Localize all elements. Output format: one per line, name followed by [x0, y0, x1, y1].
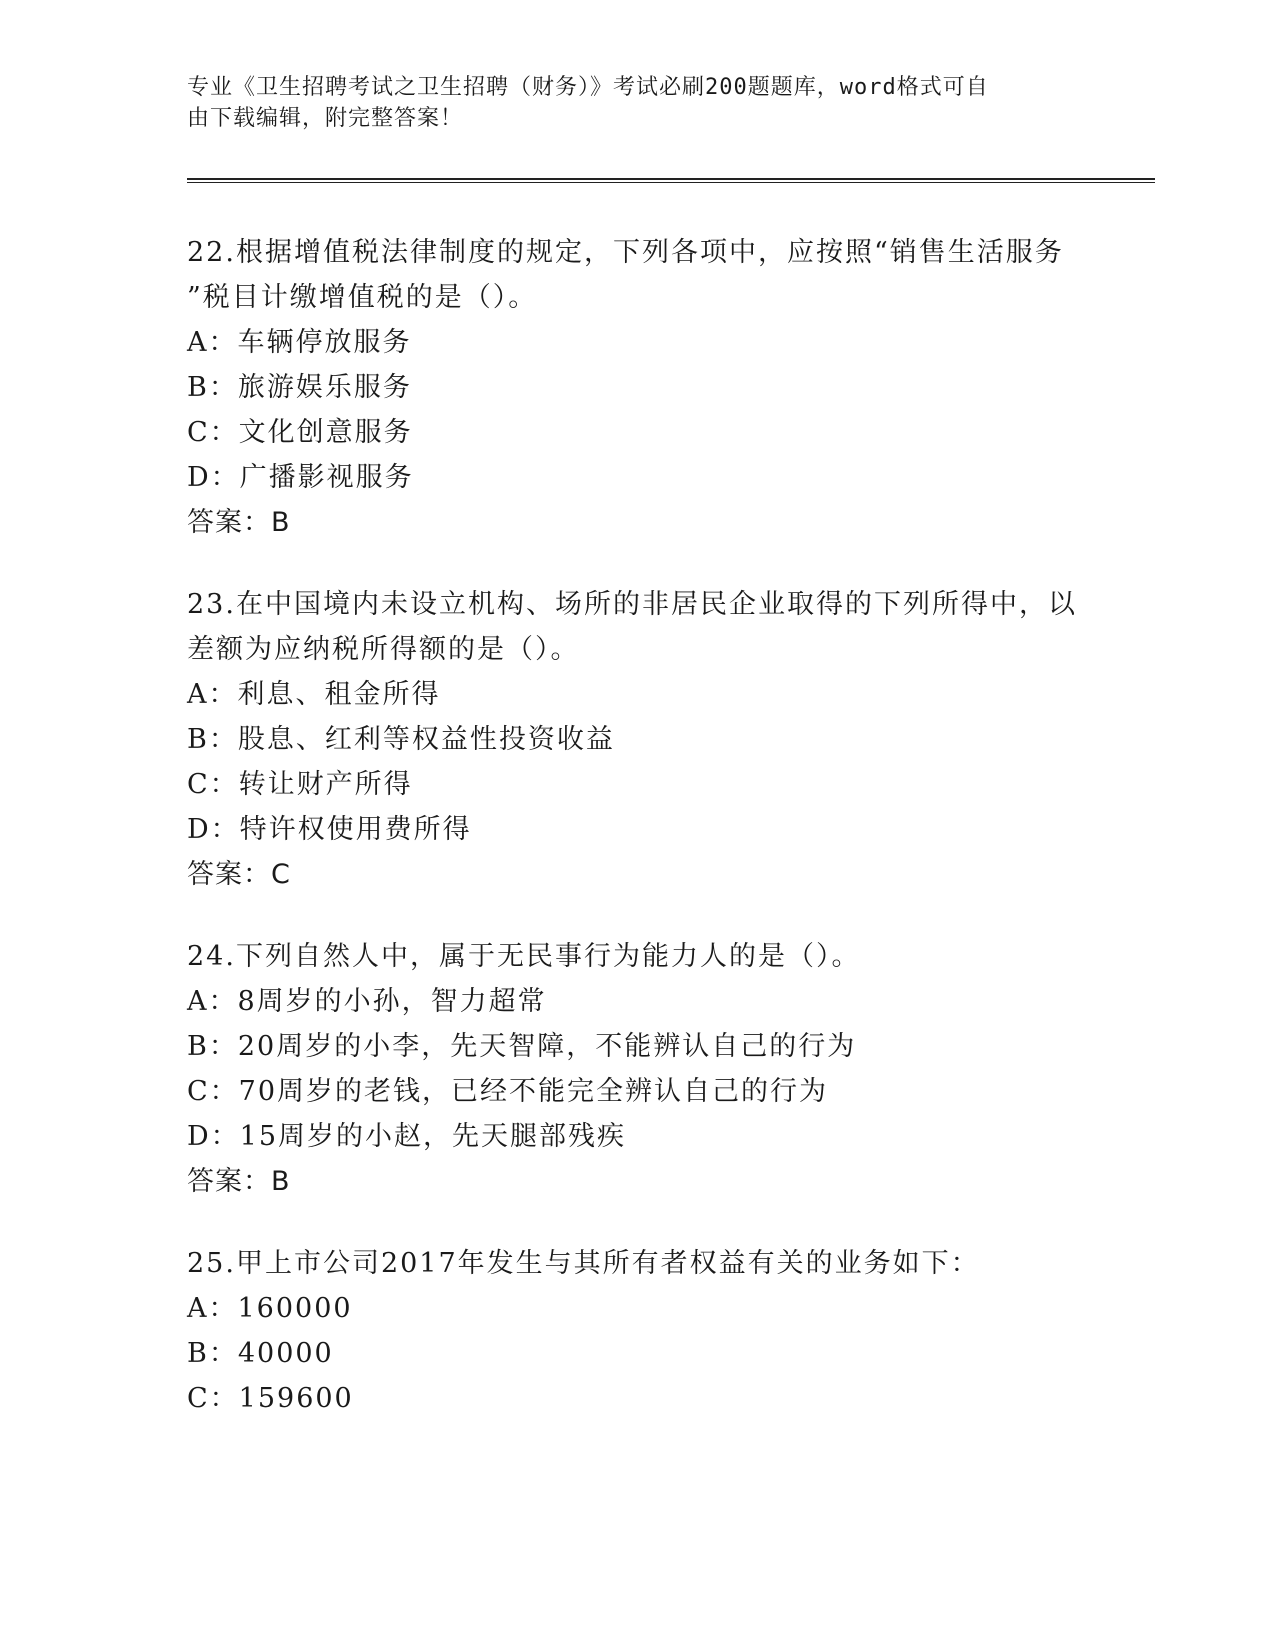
option-d: D：特许权使用费所得 [187, 814, 472, 845]
question-23 [187, 582, 1087, 898]
question-stem-line: 24.下列自然人中，属于无民事行为能力人的是（）。 [187, 941, 861, 972]
question-stem-line: 23.在中国境内未设立机构、场所的非居民企业取得的下列所得中，以 [187, 589, 1077, 620]
option-b: B：40000 [187, 1338, 334, 1369]
question-25 [187, 1241, 1087, 1421]
answer-line: 答案：B [187, 507, 291, 538]
question-22 [187, 230, 1087, 546]
answer-line: 答案：B [187, 1166, 291, 1197]
option-a: A：8周岁的小孙，智力超常 [187, 986, 547, 1017]
option-d: D：广播影视服务 [187, 462, 414, 493]
header-line-1: 专业《卫生招聘考试之卫生招聘（财务）》考试必刷200题题库，word格式可自 [187, 75, 989, 100]
option-a: A：利息、租金所得 [187, 679, 441, 710]
option-a: A：车辆停放服务 [187, 327, 412, 358]
question-stem-line: 差额为应纳税所得额的是（）。 [187, 634, 580, 665]
document-header [187, 72, 1067, 134]
question-24 [187, 934, 1087, 1205]
option-c: C：159600 [187, 1383, 354, 1414]
question-stem-line: ”税目计缴增值税的是（）。 [187, 282, 538, 313]
header-line-2: 由下载编辑，附完整答案！ [187, 106, 464, 131]
option-b: B：股息、红利等权益性投资收益 [187, 724, 615, 755]
option-c: C：文化创意服务 [187, 417, 413, 448]
option-b: B：20周岁的小李，先天智障，不能辨认自己的行为 [187, 1031, 857, 1062]
option-a: A：160000 [187, 1293, 353, 1324]
header-divider [187, 178, 1155, 183]
question-stem-line: 22.根据增值税法律制度的规定，下列各项中，应按照“销售生活服务 [187, 237, 1064, 268]
option-c: C：转让财产所得 [187, 769, 413, 800]
option-c: C：70周岁的老钱，已经不能完全辨认自己的行为 [187, 1076, 829, 1107]
answer-line: 答案：C [187, 859, 291, 890]
option-b: B：旅游娱乐服务 [187, 372, 412, 403]
question-stem-line: 25.甲上市公司2017年发生与其所有者权益有关的业务如下： [187, 1248, 980, 1279]
question-list [187, 230, 1087, 1457]
option-d: D：15周岁的小赵，先天腿部残疾 [187, 1121, 627, 1152]
